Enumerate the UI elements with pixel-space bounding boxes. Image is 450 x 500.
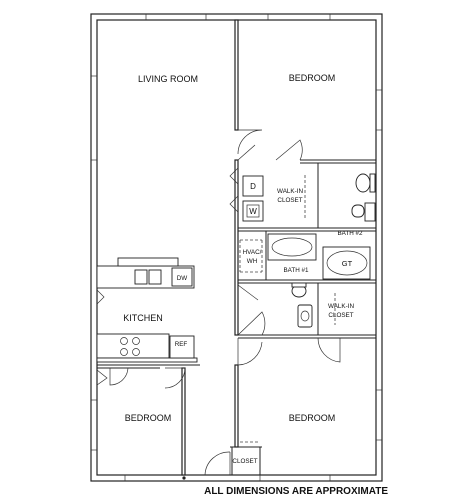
- label-walk-in-closet-2-line2: CLOSET: [328, 312, 354, 319]
- label-bath-1: BATH #1: [283, 267, 309, 274]
- label-refrigerator: REF: [174, 341, 188, 348]
- label-dryer: D: [250, 182, 256, 191]
- room-label-living-room: LIVING ROOM: [137, 74, 199, 84]
- disclaimer: [0, 486, 450, 497]
- label-closet: CLOSET: [232, 458, 258, 465]
- bath-1-tub: [268, 234, 316, 260]
- room-label-bedroom-bottom-left: BEDROOM: [124, 413, 172, 423]
- label-walk-in-closet-1-line2: CLOSET: [277, 197, 303, 204]
- label-bath-2: BATH #2: [337, 230, 363, 237]
- room-label-bedroom-top-right: BEDROOM: [288, 73, 336, 83]
- label-washer: W: [249, 207, 257, 216]
- label-hvac-line1: HVAC/: [242, 249, 262, 256]
- label-garden-tub: GT: [341, 259, 353, 268]
- disclaimer-text: ALL DIMENSIONS ARE APPROXIMATE: [204, 486, 388, 497]
- room-label-kitchen: KITCHEN: [123, 313, 163, 323]
- room-label-bedroom-bottom-right: BEDROOM: [288, 413, 336, 423]
- label-walk-in-closet-1-line1: WALK-IN: [276, 188, 304, 195]
- label-dishwasher: DW: [176, 275, 188, 282]
- label-hvac-line2: WH: [246, 258, 258, 265]
- label-walk-in-closet-2-line1: WALK-IN: [327, 303, 355, 310]
